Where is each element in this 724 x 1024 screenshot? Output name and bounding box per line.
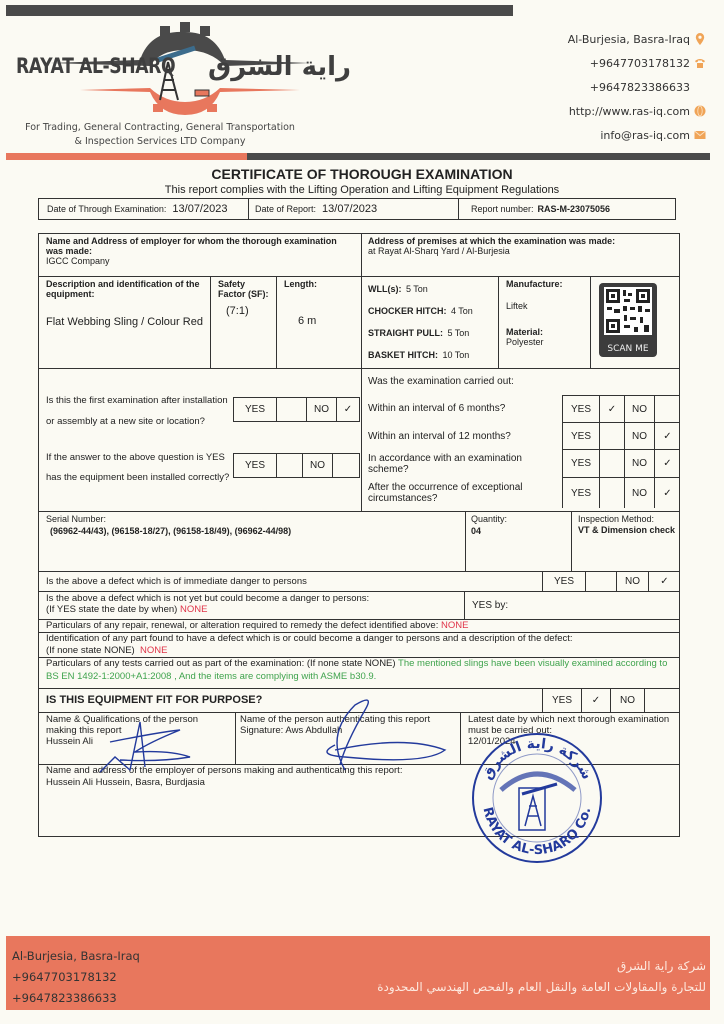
top-dark-bar — [6, 5, 513, 16]
yes-option: YES — [570, 487, 591, 499]
installed-correctly-question: If the answer to the above question is YES has the equipment been installed correctly? — [46, 452, 230, 483]
length-value: 6 m — [298, 315, 317, 327]
employer-label: Name and Address of employer for whom the thorough examination was made: — [46, 236, 337, 256]
cell-divider — [498, 276, 499, 368]
no-checkbox[interactable]: ✓ — [336, 398, 359, 421]
contact-email[interactable]: info@ras-iq.com — [446, 123, 706, 147]
interval-question-row: In accordance with an examination scheme? YES NO ✓ — [360, 450, 680, 478]
next-examination-date: 12/01/2024 — [468, 736, 516, 747]
yes-checkbox[interactable] — [276, 398, 306, 421]
interval-question-list — [360, 395, 680, 508]
basket-hitch-value: 10 Ton — [442, 350, 470, 360]
no-option: NO — [624, 423, 654, 449]
date-row — [38, 198, 676, 220]
header-orange-bar — [6, 153, 247, 160]
repair-value: NONE — [441, 620, 469, 631]
safety-factor-value: (7:1) — [226, 305, 249, 317]
contact-phone-2[interactable]: +9647823386633 — [589, 80, 690, 94]
quantity-cell — [471, 514, 566, 536]
telephone-icon — [694, 57, 706, 69]
yes-checkbox[interactable] — [276, 454, 302, 477]
quantity-value: 04 — [471, 526, 482, 536]
no-option: NO — [616, 571, 648, 591]
handwritten-signature-maker — [80, 712, 230, 782]
equipment-description-value: Flat Webbing Sling / Colour Red — [46, 316, 203, 328]
employer-value: IGCC Company — [46, 256, 110, 266]
manufacture-cell — [506, 279, 588, 347]
persons-employer-value: Hussein Ali Hussein, Basra, Burdjasia — [46, 777, 205, 788]
qr-code-icon — [604, 287, 652, 335]
yes-checkbox[interactable] — [585, 571, 616, 591]
no-option: NO — [624, 396, 654, 422]
contact-phone-1[interactable]: +9647703178132 — [446, 51, 706, 75]
no-checkbox[interactable]: ✓ — [648, 571, 680, 591]
footer-phone-1[interactable]: +9647703178132 — [12, 970, 117, 984]
choker-hitch-value: 4 Ton — [450, 306, 473, 316]
row-divider — [38, 276, 680, 277]
cell-divider — [276, 276, 277, 368]
location-pin-icon — [694, 33, 706, 45]
svg-text:شركة راية الشرق: شركة راية الشرق — [479, 735, 595, 783]
next-examination-cell: Latest date by which next thorough examination must be carried out: 12/01/2024 — [468, 714, 673, 747]
immediate-danger-question: Is the above a defect which is of immediate danger to persons — [46, 576, 307, 587]
employer-cell — [46, 236, 356, 266]
yes-checkbox[interactable] — [599, 478, 624, 508]
envelope-icon — [694, 129, 706, 141]
report-number-value: RAS-M-23075056 — [537, 204, 611, 214]
yes-checkbox[interactable]: ✓ — [581, 688, 610, 712]
no-option: NO — [624, 450, 654, 477]
serial-number-value: (96962-44/43), (96158-18/27), (96158-18/49), (96962-44/98) — [50, 526, 292, 536]
qr-code-badge[interactable] — [599, 283, 657, 357]
report-maker-name: Hussein Ali — [46, 736, 93, 747]
footer-phone-2[interactable]: +9647823386633 — [12, 991, 117, 1005]
safety-factor-label: Safety Factor (SF): — [218, 279, 269, 299]
date-of-examination-cell: Date of Through Examination: 13/07/2023 — [39, 199, 249, 219]
future-danger-cell: Is the above a defect which is not yet but could become a danger to persons: (If YES state the date by when) NONE — [46, 593, 461, 615]
premises-cell — [368, 236, 673, 256]
globe-icon — [694, 105, 706, 117]
no-checkbox[interactable]: ✓ — [654, 450, 680, 477]
footer-address: Al-Burjesia, Basra-Iraq — [12, 949, 140, 963]
yes-by-label: YES by: — [472, 600, 509, 611]
no-option: NO — [610, 688, 644, 712]
interval-question-row: Within an interval of 6 months? YES ✓ NO — [360, 395, 680, 423]
defect-identification-value: NONE — [139, 645, 168, 656]
defect-identification: Identification of any part found to have a defect which is or could become a danger to persons and a description of the defect: (If none state NONE) NONE — [46, 633, 573, 656]
straight-pull-value: 5 Ton — [447, 328, 470, 338]
yes-checkbox[interactable] — [599, 450, 624, 477]
interval-question-row: Within an interval of 12 months? YES NO ✓ — [360, 423, 680, 450]
length-label: Length: — [284, 279, 317, 289]
date-of-report-value: 13/07/2023 — [322, 203, 378, 215]
no-checkbox[interactable] — [332, 454, 359, 477]
wll-value: 5 Ton — [405, 284, 428, 294]
footer-arabic-company — [286, 956, 706, 998]
equipment-description-cell — [46, 279, 206, 329]
serial-number-label: Serial Number: — [46, 514, 107, 524]
tests-value: The mentioned slings have been visually examined according to BS EN 1492-1:2000+A1:2008 , And the items are complying with ASME b30.9. — [46, 658, 668, 682]
tagline-line-1: For Trading, General Contracting, General Transportation — [25, 122, 295, 133]
logo-english-text: RAYAT AL-SHARQ — [16, 54, 176, 78]
yes-option: YES — [570, 458, 591, 469]
report-number-cell: Report number: RAS-M-23075056 — [471, 204, 611, 214]
row-divider — [38, 368, 680, 369]
inspection-method-label: Inspection Method: — [578, 514, 655, 524]
footer-arabic-line-2: للتجارة والمقاولات العامة والنقل العام والفحص الهندسي المحدودة — [377, 980, 706, 994]
tagline-line-2: & Inspection Services LTD Company — [74, 136, 246, 147]
footer-arabic-line-1: شركة راية الشرق — [617, 959, 706, 973]
scan-me-label: SCAN ME — [607, 344, 649, 354]
inspection-method-value: VT & Dimension check — [578, 525, 676, 535]
no-option: NO — [624, 478, 654, 508]
no-checkbox[interactable]: ✓ — [654, 423, 680, 449]
yes-option: YES — [244, 460, 265, 471]
certificate-title: CERTIFICATE OF THOROUGH EXAMINATION — [211, 166, 513, 182]
length-cell — [284, 279, 356, 327]
yes-option: YES — [244, 404, 265, 415]
date-of-report-cell: Date of Report: 13/07/2023 — [249, 199, 459, 219]
authenticator-signature: Signature: Aws Abdullah — [240, 725, 343, 736]
certificate-subtitle: This report complies with the Lifting Operation and Lifting Equipment Regulations — [164, 184, 560, 196]
contact-address: Al-Burjesia, Basra-Iraq — [446, 27, 706, 51]
yes-option: YES — [542, 571, 585, 591]
svg-text:RAYAT AL-SHARQ Co.: RAYAT AL-SHARQ Co. — [479, 805, 595, 859]
yes-checkbox[interactable] — [599, 423, 624, 449]
fit-for-purpose-question: IS THIS EQUIPMENT FIT FOR PURPOSE? — [46, 694, 263, 706]
footer-contacts — [12, 946, 140, 1009]
cell-divider — [464, 591, 465, 619]
header-contacts — [446, 27, 706, 147]
persons-employer-cell: Name and address of the employer of persons making and authenticating this report: Hussein Ali Hussein, Basra, Burdjasia — [46, 765, 466, 789]
manufacture-label: Manufacture: — [506, 279, 563, 289]
authenticator-cell: Name of the person authenticating this report Signature: Aws Abdullah — [240, 714, 455, 736]
company-tagline — [10, 121, 310, 149]
material-label: Material: — [506, 327, 544, 337]
yes-checkbox[interactable]: ✓ — [599, 396, 624, 422]
manufacture-value: Liftek — [506, 301, 528, 311]
cell-divider — [465, 511, 466, 571]
immediate-danger-yes-no — [542, 571, 680, 591]
installed-correctly-yes-no — [233, 453, 360, 478]
cell-divider — [235, 712, 236, 764]
interval-question-row: After the occurrence of exceptional circumstances? YES NO ✓ — [360, 478, 680, 508]
interval-questions-header: Was the examination carried out: — [368, 376, 514, 387]
no-checkbox[interactable]: ✓ — [654, 478, 680, 508]
cell-divider — [210, 276, 211, 368]
yes-option: YES — [542, 688, 581, 712]
no-option: NO — [302, 454, 332, 477]
yes-option: YES — [570, 430, 591, 442]
future-danger-value: NONE — [179, 604, 208, 615]
wll-cell: WLL(s): 5 Ton CHOCKER HITCH: 4 Ton STRAIGHT PULL: 5 Ton BASKET HITCH: 10 Ton — [368, 284, 473, 360]
material-value: Polyester — [506, 337, 544, 347]
no-checkbox[interactable] — [654, 396, 680, 422]
future-danger-label: Is the above a defect which is not yet but could become a danger to persons: — [46, 593, 370, 604]
quantity-label: Quantity: — [471, 514, 508, 524]
company-stamp — [467, 728, 607, 868]
header-dark-bar — [247, 153, 710, 160]
company-logo — [10, 20, 352, 115]
fit-for-purpose-yes-no — [542, 688, 680, 712]
logo-arabic-text: راية الشرق — [208, 52, 352, 82]
first-examination-yes-no — [233, 397, 360, 422]
premises-label: Address of premises at which the examination was made: — [368, 236, 616, 246]
row-divider — [38, 511, 680, 512]
repair-particulars: Particulars of any repair, renewal, or alteration required to remedy the defect identified above: NONE — [46, 620, 469, 631]
first-examination-question: Is this the first examination after installation or assembly at a new site or location? — [46, 395, 228, 427]
date-of-examination-value: 13/07/2023 — [172, 203, 228, 215]
serial-number-cell — [46, 514, 461, 536]
equipment-description-label: Description and identification of the equipment: — [46, 279, 200, 299]
no-checkbox[interactable] — [644, 688, 680, 712]
cell-divider — [590, 276, 591, 368]
contact-website[interactable]: http://www.ras-iq.com — [446, 99, 706, 123]
handwritten-signature-authenticator — [285, 695, 455, 775]
tests-particulars: Particulars of any tests carried out as part of the examination: (If none state NONE) The mentioned slings have been visually examined according to BS EN 1492-1:2000+A1:2008 , And the items are complying with ASME b30.9. — [46, 658, 668, 682]
row-divider — [38, 591, 680, 592]
cell-divider — [460, 712, 461, 764]
yes-option: YES — [570, 403, 591, 415]
report-maker-cell: Name & Qualifications of the person making this report Hussein Ali — [46, 714, 231, 747]
cell-divider — [571, 511, 572, 571]
inspection-method-cell — [578, 514, 676, 535]
premises-value: at Rayat Al-Sharq Yard / Al-Burjesia — [368, 246, 510, 256]
safety-factor-cell — [218, 279, 273, 317]
no-option: NO — [306, 398, 336, 421]
